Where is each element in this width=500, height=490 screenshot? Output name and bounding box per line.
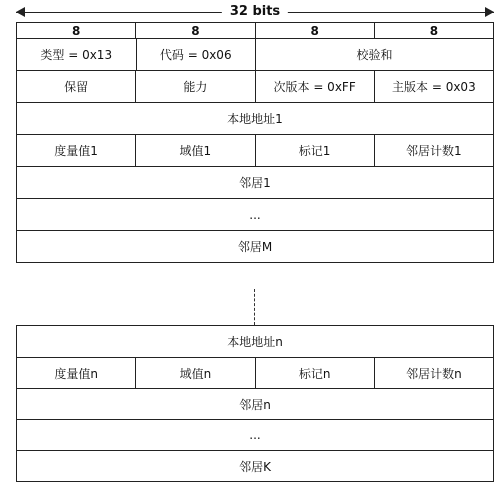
neighbor-field: 邻居M (237, 240, 273, 254)
packet-format-block-1 (16, 22, 494, 263)
arrow-right-icon (485, 7, 494, 17)
local-address-row (17, 326, 493, 357)
ellipsis-row (17, 419, 493, 450)
neighbor-field: 邻居n (239, 397, 271, 412)
byte-label-4: 8 (374, 23, 493, 38)
byte-label-3: 8 (255, 23, 374, 38)
continuation-dashed-line (254, 289, 255, 325)
major-version-field: 主版本 = 0x03 (374, 71, 493, 102)
ellipsis-row (17, 198, 493, 230)
local-address-field: 本地地址1 (227, 112, 283, 126)
neighbor-count-field: 邻居计数n (374, 358, 493, 388)
packet-format-block-n (16, 325, 494, 482)
code-field: 代码 = 0x06 (136, 39, 256, 70)
metric-row (17, 134, 493, 166)
neighbor-row-first (17, 388, 493, 419)
local-address-row (17, 102, 493, 134)
flags-field: 标记1 (255, 135, 374, 166)
local-address-field: 本地地址n (227, 335, 283, 349)
capability-field: 能力 (135, 71, 254, 102)
width-label: 32 bits (222, 2, 288, 22)
neighbor-count-field: 邻居计数1 (374, 135, 493, 166)
domain-field: 域值1 (135, 135, 254, 166)
header-row-2 (17, 70, 493, 102)
metric-row (17, 357, 493, 388)
metric-field: 度量值n (54, 366, 98, 381)
neighbor-row-last (17, 450, 493, 481)
type-field: 类型 = 0x13 (40, 48, 113, 62)
header-row-1 (17, 38, 493, 70)
neighbor-field: 邻居1 (239, 176, 271, 190)
neighbor-row-last (17, 230, 493, 262)
flags-field: 标记n (255, 358, 374, 388)
metric-field: 度量值1 (54, 144, 98, 158)
byte-header-row (17, 23, 493, 38)
checksum-field: 校验和 (255, 39, 493, 70)
byte-label-1: 8 (71, 23, 81, 38)
reserved-field: 保留 (64, 80, 89, 94)
byte-label-2: 8 (135, 23, 254, 38)
minor-version-field: 次版本 = 0xFF (255, 71, 374, 102)
arrow-left-icon (16, 7, 25, 17)
domain-field: 域值n (135, 358, 254, 388)
width-dimension (16, 2, 494, 22)
neighbor-field: 邻居K (239, 459, 271, 474)
ellipsis-field: ... (249, 428, 261, 442)
ellipsis-field: ... (249, 207, 261, 222)
neighbor-row-first (17, 166, 493, 198)
